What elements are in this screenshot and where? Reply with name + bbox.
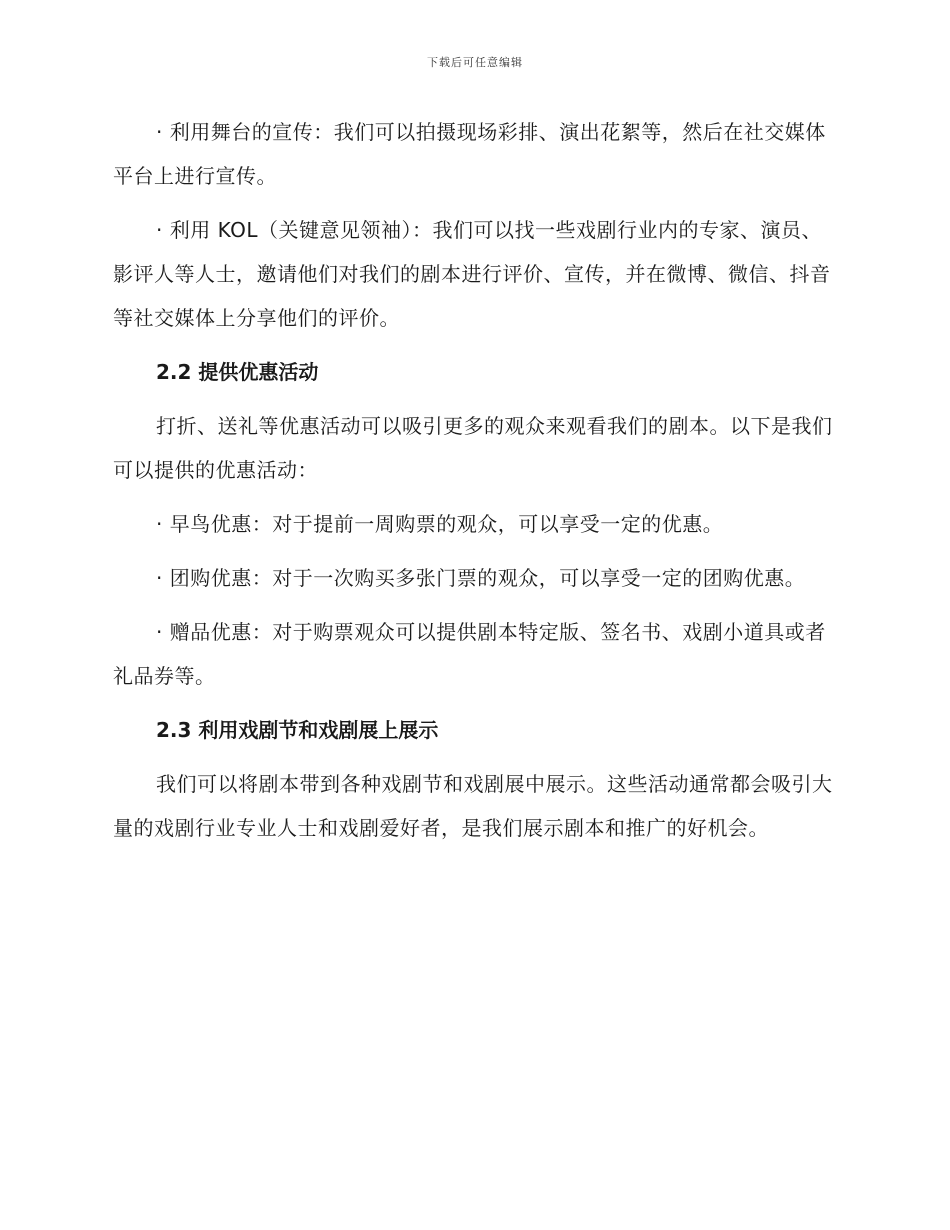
paragraph-festival-showcase: 我们可以将剧本带到各种戏剧节和戏剧展中展示。这些活动通常都会吸引大量的戏剧行业专业人士和戏剧爱好者，是我们展示剧本和推广的好机会。 xyxy=(113,772,833,840)
paragraph-stage-promotion: · 利用舞台的宣传：我们可以拍摄现场彩排、演出花絮等，然后在社交媒体平台上进行宣传。 xyxy=(113,120,826,188)
paragraph-early-bird: · 早鸟优惠：对于提前一周购票的观众，可以享受一定的优惠。 xyxy=(156,512,724,536)
section-heading-2-2: 2.2 提供优惠活动 xyxy=(156,360,319,384)
paragraph-discount-intro: 打折、送礼等优惠活动可以吸引更多的观众来观看我们的剧本。以下是我们可以提供的优惠活动： xyxy=(113,414,833,482)
paragraph-kol-promotion: · 利用 KOL（关键意见领袖）：我们可以找一些戏剧行业内的专家、演员、影评人等人士，邀请他们对我们的剧本进行评价、宣传，并在微博、微信、抖音等社交媒体上分享他们的评价。 xyxy=(113,218,831,330)
page-header-note: 下载后可任意编辑 xyxy=(427,56,523,69)
document-body xyxy=(113,110,833,860)
paragraph-group-discount: · 团购优惠：对于一次购买多张门票的观众，可以享受一定的团购优惠。 xyxy=(156,566,806,590)
paragraph-gift-discount: · 赠品优惠：对于购票观众可以提供剧本特定版、签名书、戏剧小道具或者礼品券等。 xyxy=(113,620,826,688)
section-heading-2-3: 2.3 利用戏剧节和戏剧展上展示 xyxy=(156,718,439,742)
